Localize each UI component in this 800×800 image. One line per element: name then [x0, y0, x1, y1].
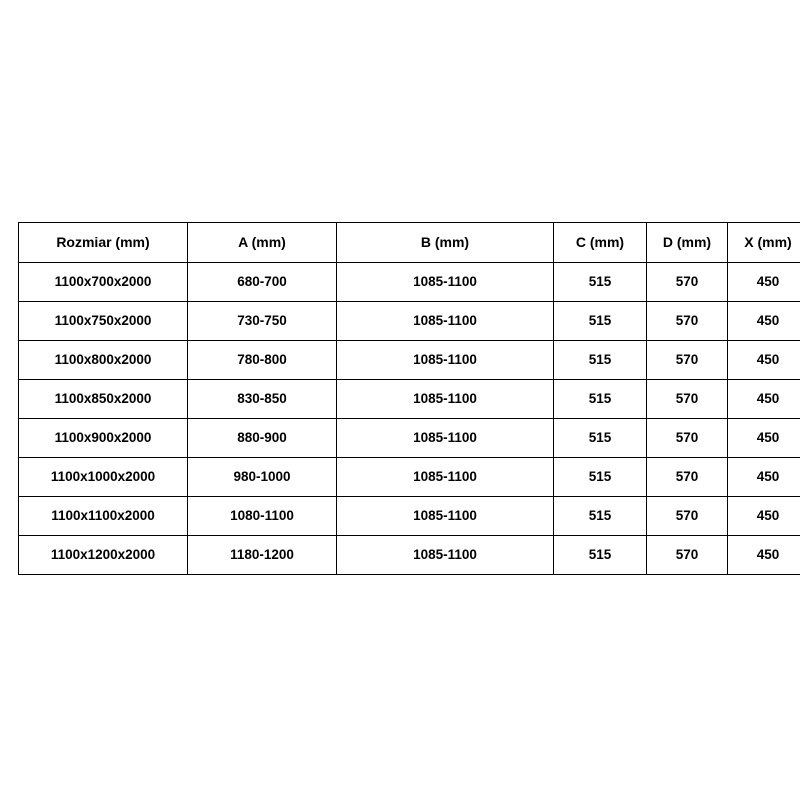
column-header-a: A (mm): [188, 223, 337, 263]
cell-a: 730-750: [188, 302, 337, 341]
table-row: [19, 497, 800, 536]
cell-c: 515: [554, 341, 647, 380]
cell-c: 515: [554, 497, 647, 536]
cell-d: 570: [647, 380, 728, 419]
cell-c: 515: [554, 419, 647, 458]
cell-a: 680-700: [188, 263, 337, 302]
cell-x: 450: [728, 302, 800, 341]
spec-table-container: [18, 222, 792, 575]
dimensions-table: [18, 222, 800, 575]
cell-rozmiar: 1100x1200x2000: [19, 536, 188, 575]
table-row: [19, 302, 800, 341]
table-row: [19, 536, 800, 575]
table-row: [19, 263, 800, 302]
cell-b: 1085-1100: [337, 263, 554, 302]
cell-d: 570: [647, 341, 728, 380]
cell-x: 450: [728, 536, 800, 575]
cell-rozmiar: 1100x850x2000: [19, 380, 188, 419]
cell-x: 450: [728, 263, 800, 302]
cell-a: 980-1000: [188, 458, 337, 497]
cell-rozmiar: 1100x900x2000: [19, 419, 188, 458]
table-row: [19, 419, 800, 458]
cell-d: 570: [647, 419, 728, 458]
cell-b: 1085-1100: [337, 497, 554, 536]
cell-b: 1085-1100: [337, 458, 554, 497]
cell-c: 515: [554, 380, 647, 419]
column-header-x: X (mm): [728, 223, 800, 263]
cell-rozmiar: 1100x1100x2000: [19, 497, 188, 536]
cell-b: 1085-1100: [337, 302, 554, 341]
column-header-b: B (mm): [337, 223, 554, 263]
cell-a: 880-900: [188, 419, 337, 458]
cell-d: 570: [647, 302, 728, 341]
cell-x: 450: [728, 497, 800, 536]
cell-d: 570: [647, 497, 728, 536]
cell-d: 570: [647, 536, 728, 575]
cell-x: 450: [728, 380, 800, 419]
table-header: [19, 223, 800, 263]
cell-a: 830-850: [188, 380, 337, 419]
table-row: [19, 341, 800, 380]
cell-b: 1085-1100: [337, 536, 554, 575]
column-header-c: C (mm): [554, 223, 647, 263]
cell-rozmiar: 1100x700x2000: [19, 263, 188, 302]
cell-x: 450: [728, 458, 800, 497]
cell-rozmiar: 1100x1000x2000: [19, 458, 188, 497]
cell-d: 570: [647, 458, 728, 497]
cell-b: 1085-1100: [337, 419, 554, 458]
cell-c: 515: [554, 302, 647, 341]
cell-b: 1085-1100: [337, 380, 554, 419]
table-header-row: [19, 223, 800, 263]
column-header-d: D (mm): [647, 223, 728, 263]
cell-c: 515: [554, 458, 647, 497]
cell-a: 780-800: [188, 341, 337, 380]
cell-b: 1085-1100: [337, 341, 554, 380]
column-header-rozmiar: Rozmiar (mm): [19, 223, 188, 263]
cell-x: 450: [728, 341, 800, 380]
table-row: [19, 458, 800, 497]
cell-a: 1180-1200: [188, 536, 337, 575]
cell-c: 515: [554, 263, 647, 302]
cell-d: 570: [647, 263, 728, 302]
table-body: [19, 263, 800, 575]
cell-x: 450: [728, 419, 800, 458]
cell-rozmiar: 1100x750x2000: [19, 302, 188, 341]
cell-a: 1080-1100: [188, 497, 337, 536]
cell-c: 515: [554, 536, 647, 575]
cell-rozmiar: 1100x800x2000: [19, 341, 188, 380]
table-row: [19, 380, 800, 419]
